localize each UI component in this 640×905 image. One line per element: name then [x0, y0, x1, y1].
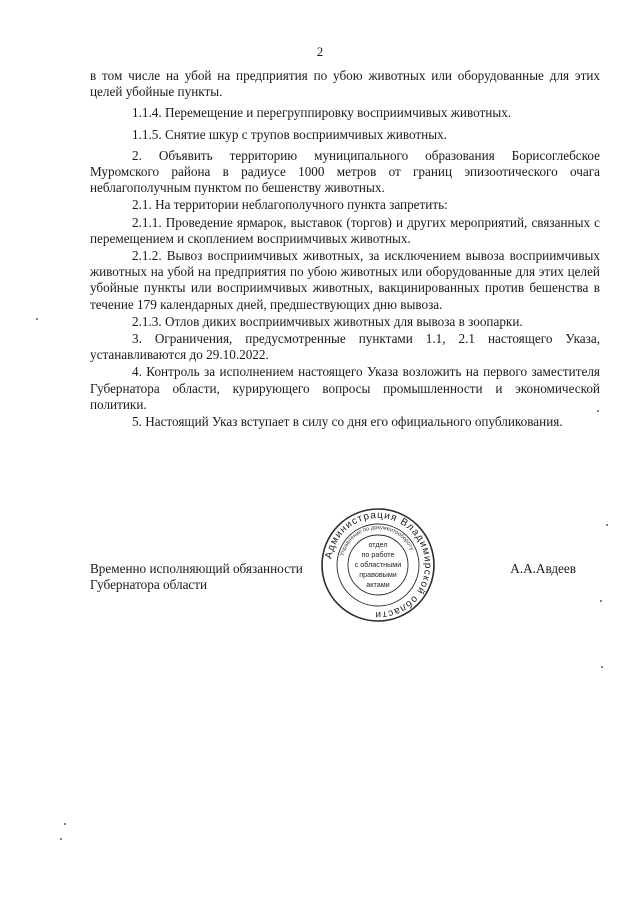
signer-title-line-1: Временно исполняющий обязанности: [90, 561, 303, 576]
paragraph-5: 5. Настоящий Указ вступает в силу со дня его официального опубликования.: [132, 414, 563, 430]
scan-speck: [600, 600, 602, 602]
scan-speck: [601, 666, 603, 668]
seal-center-line-3: с областными: [354, 560, 402, 569]
paragraph-2: 2. Объявить территорию муниципального образования Борисоглебское Муромского района в радиусе 1000 метров от границ эпизоотического очага неблагополучным пунктом по бешенству животных.: [90, 147, 600, 196]
scan-speck: [606, 524, 608, 526]
page-number: 2: [316, 44, 324, 59]
scan-speck: [60, 838, 62, 840]
paragraph-2-1-2: 2.1.2. Вывоз восприимчивых животных, за исключением вывоза восприимчивых животных на убой на предприятия по убою животных или оборудованные для этих целей убойные пункты или восприимчивых животных, вакцинированных против бешенства в течение 179 календарных дней, предшествующих дню вывоза.: [90, 248, 600, 312]
paragraph-continuation: в том числе на убой на предприятия по убою животных или оборудованные для этих целей убойные пункты.: [90, 68, 600, 100]
signature-block: [90, 561, 600, 593]
document-body: [90, 68, 600, 430]
signer-name: А.А.Авдеев: [510, 561, 576, 576]
paragraph-2-1-1: 2.1.1. Проведение ярмарок, выставок (торгов) и других мероприятий, связанных с перемещением и скоплением восприимчивых животных.: [90, 214, 600, 246]
paragraph-3: 3. Ограничения, предусмотренные пунктами 1.1, 2.1 настоящего Указа, устанавливаются до 29.10.2022.: [90, 331, 600, 363]
seal-outer-text: Администрация Владимирской области: [323, 509, 434, 621]
signer-title-line-2: Губернатора области: [90, 577, 208, 593]
paragraph-4: 4. Контроль за исполнением настоящего Указа возложить на первого заместителя Губернатора области, курирующего вопросы промышленности и экономической политики.: [90, 364, 600, 412]
seal-center-line-1: отдел: [368, 540, 388, 549]
paragraph-2-1-3: 2.1.3. Отлов диких восприимчивых животных для вывоза в зоопарки.: [132, 313, 523, 329]
paragraph-1-1-5: 1.1.5. Снятие шкур с трупов восприимчивых животных.: [132, 126, 447, 142]
paragraph-2-1: 2.1. На территории неблагополучного пункта запретить:: [132, 197, 448, 213]
scan-speck: [597, 410, 599, 412]
scan-speck: [64, 823, 66, 825]
seal-center-line-5: актами: [366, 580, 390, 589]
paragraph-1-1-4: 1.1.4. Перемещение и перегруппировку восприимчивых животных.: [132, 105, 512, 121]
seal-inner-text: Управление по документообороту: [339, 524, 415, 557]
seal-center-line-2: по работе: [361, 550, 395, 559]
seal-center-line-4: правовыми: [359, 570, 397, 579]
scan-speck: [36, 318, 38, 320]
